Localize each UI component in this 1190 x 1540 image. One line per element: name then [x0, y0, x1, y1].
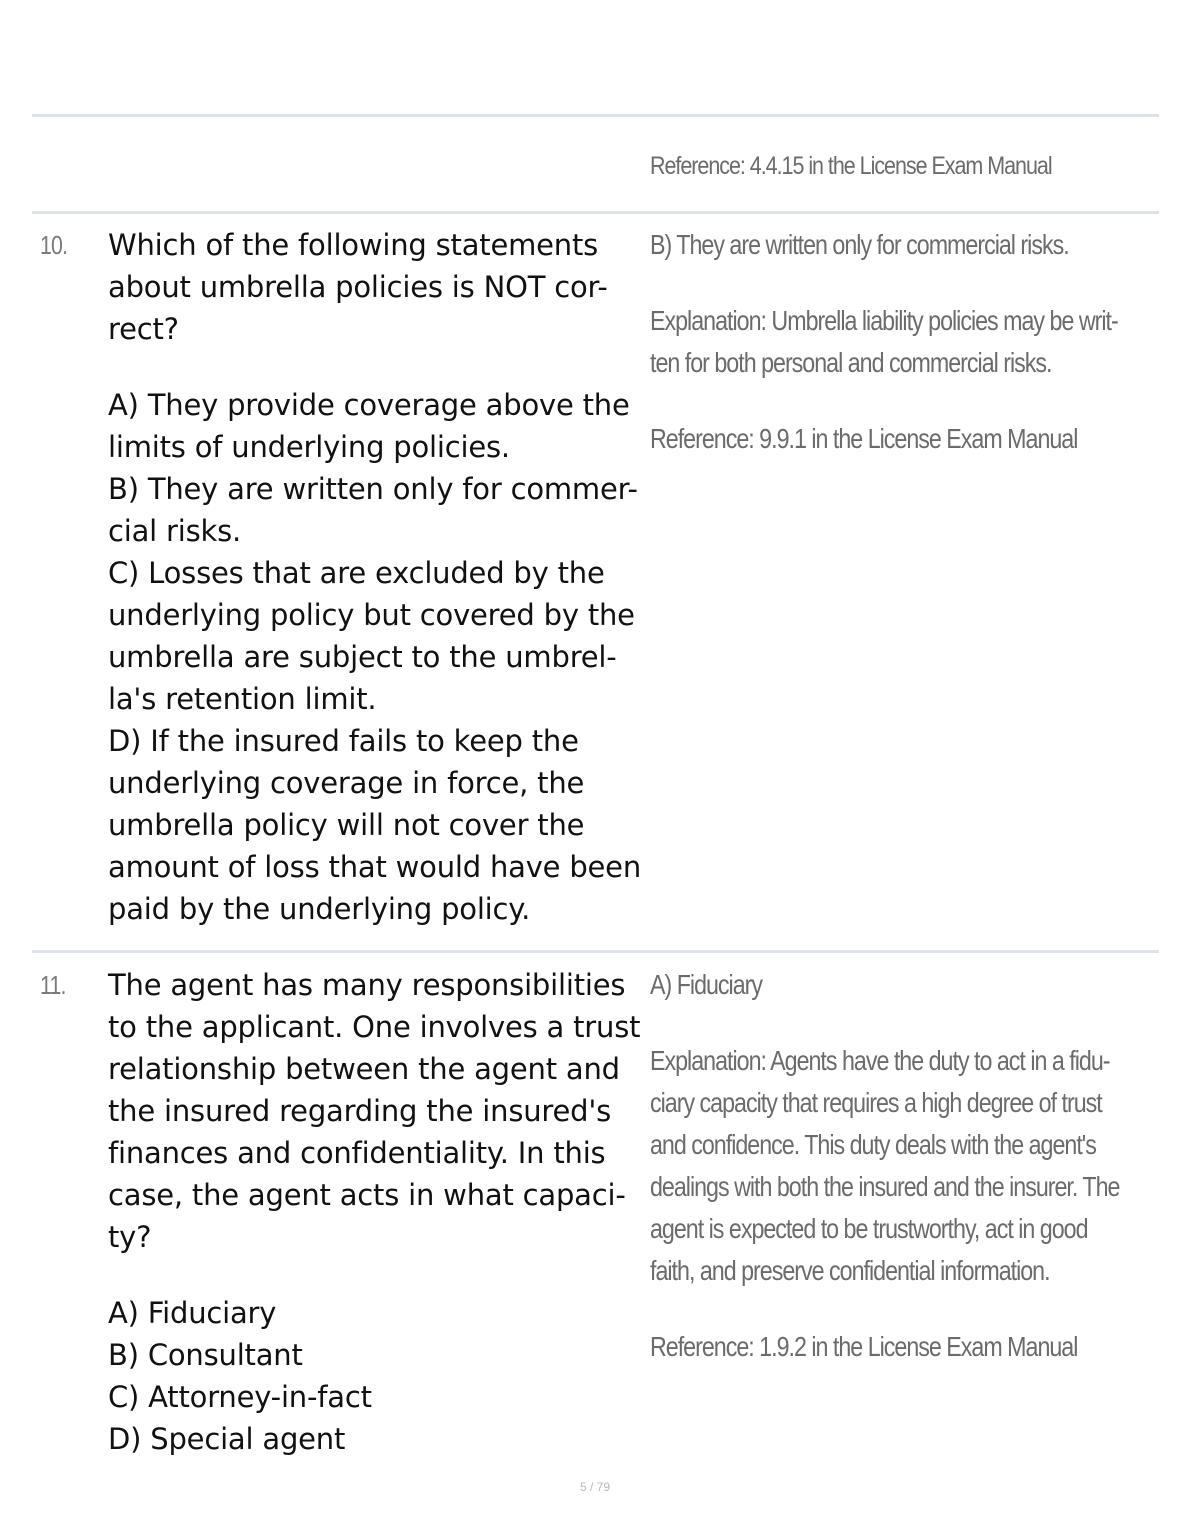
question-stem: Which of the following statements about umbrella policies is NOT cor- rect? [108, 228, 608, 346]
page-number: 5 / 79 [579, 1480, 611, 1494]
top-divider [32, 114, 1159, 117]
explanation: Explanation: Umbrella liability policies may be writ- ten for both personal and commercial risks. [650, 305, 1118, 378]
question-divider [32, 211, 1159, 214]
answer-panel [650, 964, 1131, 1402]
question-text [108, 964, 646, 1460]
question-stem: The agent has many responsibilities to the applicant. One involves a trust relationship between the agent and the insured regarding the insured's finances and confidentiality. In this case, the agent acts in what capaci- ty? [108, 968, 641, 1254]
answer-panel [650, 224, 1131, 494]
answer-options: A) They provide coverage above the limits of underlying policies. B) They are written only for commer- cial risks. C) Losses that are excluded by the underlying policy but covered by the umbrella are subject to the umbrel- la's retention limit. D) If the insured fails to keep the underlying coverage in force, the umbrella policy will not cover the amount of loss that would have been paid by the underlying policy. [108, 388, 641, 926]
reference: Reference: 9.9.1 in the License Exam Manual [650, 423, 1078, 454]
question-number: 11. [40, 970, 66, 1000]
reference: Reference: 1.9.2 in the License Exam Manual [650, 1331, 1078, 1362]
question-text [108, 224, 646, 930]
correct-answer: B) They are written only for commercial risks. [650, 229, 1069, 260]
question-divider [32, 950, 1159, 953]
explanation: Explanation: Agents have the duty to act in a fidu- ciary capacity that requires a high degree of trust and confidence. This duty deals with the agent's dealings with both the insured and the insurer. The agent is expected to be trustworthy, act in good faith, and preserve confidential information. [650, 1045, 1120, 1286]
continued-reference: Reference: 4.4.15 in the License Exam Manual [650, 152, 1052, 180]
correct-answer: A) Fiduciary [650, 969, 763, 1000]
answer-options: A) Fiduciary B) Consultant C) Attorney-in-fact D) Special agent [108, 1296, 372, 1456]
question-number: 10. [40, 230, 68, 260]
